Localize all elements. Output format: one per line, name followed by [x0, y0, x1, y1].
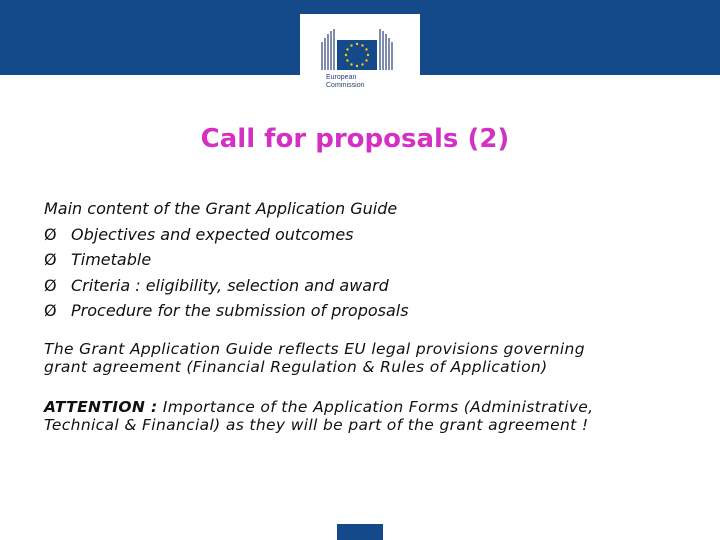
bullet-text: Objectives and expected outcomes	[71, 224, 354, 244]
slide-content	[44, 196, 704, 434]
arrow-bullet-icon: Ø	[44, 224, 57, 244]
logo-line-commission: Commission	[326, 82, 365, 89]
arrow-bullet-icon: Ø	[44, 301, 57, 320]
bullet-item	[44, 247, 704, 273]
content-heading: Main content of the Grant Application Guide	[44, 199, 398, 218]
logo-line-european: European	[326, 74, 357, 81]
guide-paragraph-line: grant agreement (Financial Regulation & Rules of Application)	[44, 357, 548, 376]
guide-paragraph-line: The Grant Application Guide reflects EU legal provisions governing	[44, 339, 585, 358]
attention-paragraph	[44, 398, 704, 434]
attention-line	[44, 398, 704, 416]
bullet-item	[44, 222, 704, 248]
bullet-text: Procedure for the submission of proposals	[71, 301, 409, 320]
attention-label: ATTENTION :	[44, 397, 158, 416]
european-commission-logo	[300, 14, 420, 99]
bullet-text: Timetable	[71, 250, 152, 269]
bullet-item	[44, 273, 704, 299]
attention-text: Importance of the Application Forms (Administrative,	[157, 397, 594, 416]
guide-paragraph	[44, 340, 704, 376]
footer-accent-bar	[337, 524, 383, 540]
arrow-bullet-icon: Ø	[44, 250, 57, 269]
bullet-text: Criteria : eligibility, selection and award	[71, 275, 389, 295]
attention-line: Technical & Financial) as they will be part of the grant agreement !	[44, 415, 589, 434]
arrow-bullet-icon: Ø	[44, 275, 57, 295]
bullet-item	[44, 298, 704, 324]
logo-text	[326, 74, 365, 90]
slide-title: Call for proposals (2)	[200, 124, 510, 154]
